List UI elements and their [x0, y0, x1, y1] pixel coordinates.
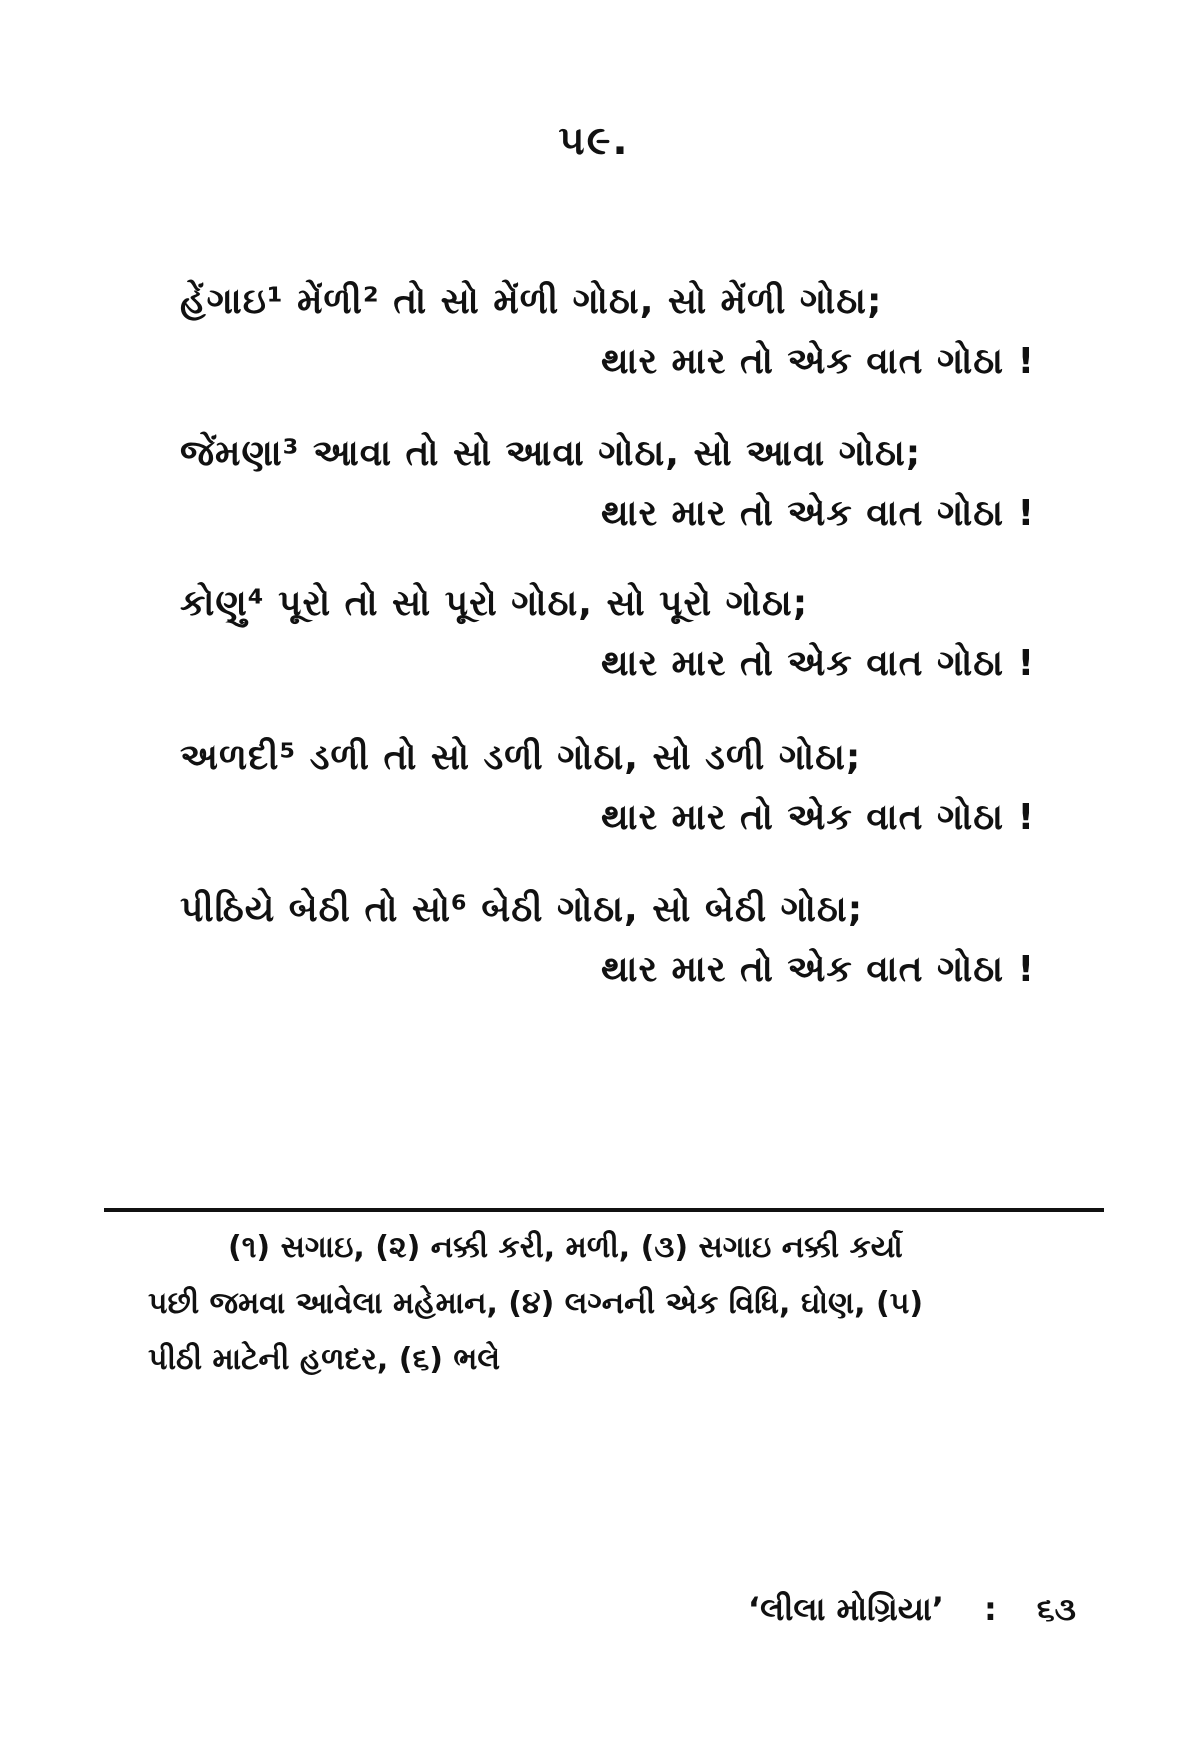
- stanza-3: [180, 574, 1050, 694]
- footer-separator: :: [983, 1590, 997, 1628]
- refrain-line: થાર માર તો એક વાત ગોઠા !: [601, 797, 1035, 838]
- stanza-1: [180, 272, 1050, 392]
- stanza-5: [180, 880, 1050, 1000]
- refrain-line: થાર માર તો એક વાત ગોઠા !: [601, 341, 1035, 382]
- stanza-line: હેંગાઇ¹ મેંળી² તો સો મેંળી ગોઠા, સો મેંળી ગોઠા;: [180, 281, 883, 322]
- stanza-line: અળદી⁵ ડળી તો સો ડળી ગોઠા, સો ડળી ગોઠા;: [180, 737, 862, 778]
- refrain-line: થાર માર તો એક વાત ગોઠા !: [601, 493, 1035, 534]
- page-footer: [748, 1590, 1076, 1629]
- stanza-line: પીઠિયે બેઠી તો સો⁶ બેઠી ગોઠા, સો બેઠી ગોઠા;: [180, 889, 864, 930]
- poem-number: ૫૯.: [558, 118, 630, 164]
- footnotes: [148, 1220, 1078, 1388]
- footnote-line: પછી જમવા આવેલા મહેમાન, (૪) લગ્નની એક વિધિ, ઘોણ, (૫): [148, 1286, 924, 1321]
- refrain-line: થાર માર તો એક વાત ગોઠા !: [601, 643, 1035, 684]
- book-title: ‘લીલા મોગ્રિયા’: [747, 1590, 944, 1628]
- footnote-divider: [104, 1208, 1104, 1212]
- stanza-line: કોણુ⁴ પૂરો તો સો પૂરો ગોઠા, સો પૂરો ગોઠા;: [180, 583, 809, 624]
- footnote-line: (૧) સગાઇ, (૨) નક્કી કરી, મળી, (૩) સગાઇ નક્કી કર્યા: [228, 1230, 903, 1265]
- stanza-4: [180, 728, 1050, 848]
- stanza-2: [180, 424, 1050, 544]
- page-number: ૬૩: [1036, 1590, 1076, 1628]
- stanza-line: જેંમણા³ આવા તો સો આવા ગોઠા, સો આવા ગોઠા;: [180, 433, 922, 474]
- refrain-line: થાર માર તો એક વાત ગોઠા !: [601, 949, 1035, 990]
- footnote-line: પીઠી માટેની હળદર, (૬) ભલે: [148, 1342, 501, 1377]
